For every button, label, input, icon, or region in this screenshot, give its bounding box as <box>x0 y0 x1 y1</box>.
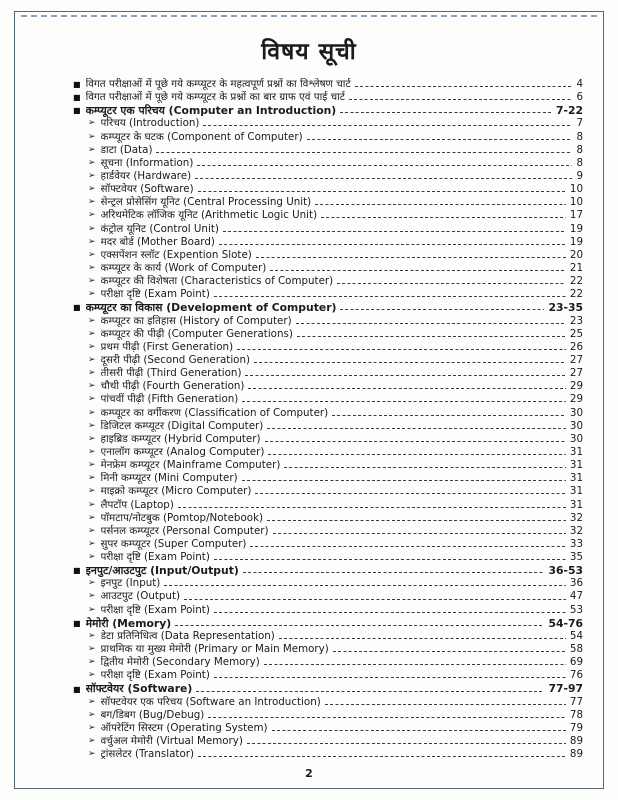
toc-entry-page: 17 <box>569 209 583 222</box>
toc-entry-page: 7 <box>576 117 583 130</box>
toc-entry-page: 31 <box>569 459 583 472</box>
square-bullet-icon: ■ <box>73 106 81 116</box>
dotted-leader <box>321 217 566 218</box>
toc-entry-label: द्वितीय मेमोरी (Secondary Memory) <box>100 656 260 669</box>
toc-row <box>73 131 583 144</box>
arrow-bullet-icon: ➢ <box>88 604 96 615</box>
toc-entry-page: 35 <box>569 551 583 564</box>
toc-entry-page: 29 <box>569 393 583 406</box>
dotted-leader <box>214 559 566 560</box>
arrow-bullet-icon: ➢ <box>88 276 96 287</box>
arrow-bullet-icon: ➢ <box>88 538 96 549</box>
dotted-leader <box>355 86 573 87</box>
toc-row <box>73 696 583 709</box>
toc-row <box>73 315 583 328</box>
toc-entry-label: एनालॉग कम्प्यूटर (Analog Computer) <box>100 445 265 458</box>
arrow-bullet-icon: ➢ <box>88 184 96 195</box>
toc-entry-page: 32 <box>569 524 583 537</box>
toc-row <box>73 551 583 564</box>
toc-entry-label: ट्रांसलेटर (Translator) <box>100 748 195 761</box>
toc-entry-page: 19 <box>569 235 583 248</box>
arrow-bullet-icon: ➢ <box>88 657 96 668</box>
toc-entry-label: मेनफ्रेम कम्प्यूटर (Mainframe Computer) <box>100 459 281 472</box>
dotted-leader <box>237 349 566 350</box>
toc-entry-label: दूसरी पीढ़ी (Second Generation) <box>100 353 251 366</box>
dotted-leader <box>196 691 544 692</box>
arrow-bullet-icon: ➢ <box>88 131 96 142</box>
arrow-bullet-icon: ➢ <box>88 368 96 379</box>
arrow-bullet-icon: ➢ <box>88 144 96 155</box>
toc-entry-label: डिजिटल कम्प्यूटर (Digital Computer) <box>100 419 264 432</box>
toc-entry-label: मेमोरी (Memory) <box>85 616 172 630</box>
toc-entry-label: हाइब्रिड कम्प्यूटर (Hybrid Computer) <box>100 432 261 445</box>
toc-entry-label: विगत परीक्षाओं में पूछे गये कम्प्यूटर के महत्वपूर्ण प्रश्नों का विश्लेषण चार्ट <box>85 78 351 90</box>
toc-row <box>73 328 583 341</box>
arrow-bullet-icon: ➢ <box>88 420 96 431</box>
dotted-leader <box>242 401 566 402</box>
arrow-bullet-icon: ➢ <box>88 407 96 418</box>
toc-entry-label: परीक्षा दृष्टि (Exam Point) <box>100 669 210 682</box>
toc-entry-page: 30 <box>569 406 583 419</box>
toc-row <box>73 722 583 735</box>
toc-entry-label: कम्प्यूटर की विशेषता (Characteristics of Computer) <box>100 275 334 288</box>
toc-row <box>73 735 583 748</box>
arrow-bullet-icon: ➢ <box>88 499 96 510</box>
toc-row <box>73 643 583 656</box>
arrow-bullet-icon: ➢ <box>88 460 96 471</box>
toc-entry-page: 26 <box>569 340 583 353</box>
toc-entry-label: बग/डिबग (Bug/Debug) <box>100 708 205 721</box>
dotted-leader <box>195 178 572 179</box>
dotted-leader <box>243 572 545 573</box>
toc-entry-label: लैपटॉप (Laptop) <box>100 498 174 511</box>
toc-row <box>73 275 583 288</box>
dotted-leader <box>223 231 566 232</box>
toc-entry-label: कम्प्यूटर की पीढ़ी (Computer Generations) <box>100 327 293 340</box>
arrow-bullet-icon: ➢ <box>88 552 96 563</box>
toc-entry-label: कम्प्यूटर एक परिचय (Computer an Introduction) <box>85 104 337 118</box>
toc-row <box>73 104 583 117</box>
toc-entry-page: 69 <box>569 656 583 669</box>
dotted-leader <box>254 362 566 363</box>
toc-entry-label: वर्चुअल मेमोरी (Virtual Memory) <box>100 735 243 748</box>
toc-entry-page: 19 <box>569 222 583 235</box>
toc-row <box>73 420 583 433</box>
toc-row <box>73 236 583 249</box>
dotted-leader <box>256 257 566 258</box>
toc-entry-label: पांचवीं पीढ़ी (Fifth Generation) <box>100 393 239 406</box>
toc-entry-page: 89 <box>569 748 583 761</box>
arrow-bullet-icon: ➢ <box>88 670 96 681</box>
toc-entry-page: 9 <box>576 169 583 182</box>
toc-entry-label: डेटा प्रतिनिधित्व (Data Representation) <box>100 629 275 642</box>
toc-entry-page: 27 <box>569 367 583 380</box>
toc-entry-label: सॉफ्टवेयर (Software) <box>100 183 194 196</box>
toc-entry-page: 31 <box>569 485 583 498</box>
toc-entry-label: कंट्रोल यूनिट (Control Unit) <box>100 222 219 235</box>
square-bullet-icon: ■ <box>73 303 81 313</box>
arrow-bullet-icon: ➢ <box>88 696 96 707</box>
page-title: विषय सूची <box>261 38 357 65</box>
dotted-leader <box>214 612 566 613</box>
toc-row <box>73 301 583 314</box>
toc-entry-label: कम्प्यूटर का इतिहास (History of Computer) <box>100 314 292 327</box>
page-border-frame <box>14 11 604 789</box>
toc-list <box>33 78 585 764</box>
toc-row <box>73 223 583 236</box>
toc-row <box>73 590 583 603</box>
toc-row <box>73 262 583 275</box>
dotted-leader <box>325 704 566 705</box>
toc-row <box>73 630 583 643</box>
toc-entry-label: माइक्रो कम्प्यूटर (Micro Computer) <box>100 485 252 498</box>
arrow-bullet-icon: ➢ <box>88 433 96 444</box>
toc-entry-page: 31 <box>569 472 583 485</box>
toc-row <box>73 341 583 354</box>
toc-entry-page: 10 <box>569 183 583 196</box>
dotted-leader <box>242 480 566 481</box>
toc-row <box>73 91 583 104</box>
dotted-leader <box>219 244 566 245</box>
dotted-leader <box>198 756 566 757</box>
toc-entry-label: सूचना (Information) <box>100 156 194 169</box>
toc-entry-label: तीसरी पीढ़ी (Third Generation) <box>100 367 242 380</box>
dotted-leader <box>307 139 573 140</box>
dotted-leader <box>178 507 566 508</box>
toc-entry-page: 21 <box>569 261 583 274</box>
toc-entry-page: 23-35 <box>548 301 583 315</box>
toc-entry-label: कम्प्यूटर का वर्गीकरण (Classification of Computer) <box>100 406 329 419</box>
arrow-bullet-icon: ➢ <box>88 525 96 536</box>
dotted-leader <box>297 336 566 337</box>
toc-row <box>73 433 583 446</box>
toc-row <box>73 367 583 380</box>
dotted-leader <box>273 533 566 534</box>
toc-entry-page: 25 <box>569 327 583 340</box>
toc-row <box>73 656 583 669</box>
dotted-leader <box>337 283 566 284</box>
toc-row <box>73 525 583 538</box>
toc-entry-label: अरिथमेटिक लॉजिक यूनिट (Arithmetic Logic Unit) <box>100 209 318 222</box>
toc-row <box>73 669 583 682</box>
toc-entry-page: 33 <box>569 537 583 550</box>
toc-row <box>73 196 583 209</box>
toc-row <box>73 499 583 512</box>
toc-entry-page: 54-76 <box>548 616 583 630</box>
toc-entry-page: 27 <box>569 353 583 366</box>
toc-entry-page: 32 <box>569 511 583 524</box>
dotted-leader <box>284 467 566 468</box>
dotted-leader <box>315 204 566 205</box>
arrow-bullet-icon: ➢ <box>88 749 96 760</box>
square-bullet-icon: ■ <box>73 684 81 694</box>
toc-entry-page: 77 <box>569 695 583 708</box>
dotted-leader <box>247 743 566 744</box>
toc-entry-page: 29 <box>569 380 583 393</box>
toc-row <box>73 170 583 183</box>
dotted-leader <box>270 270 566 271</box>
toc-entry-page: 8 <box>576 156 583 169</box>
toc-entry-label: पॉमटाप/नोटबुक (Pomtop/Notebook) <box>100 511 264 524</box>
toc-entry-page: 8 <box>576 130 583 143</box>
arrow-bullet-icon: ➢ <box>88 736 96 747</box>
dotted-leader <box>268 454 566 455</box>
toc-row <box>73 538 583 551</box>
toc-entry-page: 6 <box>576 91 583 104</box>
toc-entry-page: 23 <box>569 314 583 327</box>
toc-entry-label: डाटा (Data) <box>100 143 153 156</box>
toc-entry-label: प्रथम पीढ़ी (First Generation) <box>100 340 234 353</box>
arrow-bullet-icon: ➢ <box>88 630 96 641</box>
toc-entry-label: सॉफ्टवेयर (Software) <box>85 682 193 696</box>
dotted-leader <box>245 375 565 376</box>
toc-entry-label: कम्प्यूटर के घटक (Component of Computer) <box>100 130 303 143</box>
toc-row <box>73 604 583 617</box>
title-row <box>33 34 585 68</box>
footer-page-number: 2 <box>305 767 313 780</box>
arrow-bullet-icon: ➢ <box>88 486 96 497</box>
toc-row <box>73 564 583 577</box>
toc-entry-label: परिचय (Introduction) <box>100 117 200 130</box>
dotted-leader <box>175 625 544 626</box>
toc-row <box>73 577 583 590</box>
toc-entry-page: 58 <box>569 643 583 656</box>
toc-entry-page: 31 <box>569 498 583 511</box>
dotted-leader <box>214 296 566 297</box>
toc-row <box>73 209 583 222</box>
toc-row <box>73 183 583 196</box>
square-bullet-icon: ■ <box>73 618 81 628</box>
toc-entry-page: 36-53 <box>548 564 583 578</box>
toc-entry-page: 89 <box>569 735 583 748</box>
square-bullet-icon: ■ <box>73 566 81 576</box>
dotted-leader <box>250 546 565 547</box>
toc-entry-page: 30 <box>569 419 583 432</box>
toc-row <box>73 288 583 301</box>
toc-entry-page: 30 <box>569 432 583 445</box>
arrow-bullet-icon: ➢ <box>88 394 96 405</box>
arrow-bullet-icon: ➢ <box>88 157 96 168</box>
toc-entry-label: सुपर कम्प्यूटर (Super Computer) <box>100 537 247 550</box>
toc-entry-page: 10 <box>569 196 583 209</box>
toc-entry-label: कम्प्यूटर के कार्य (Work of Computer) <box>100 261 267 274</box>
toc-entry-label: चौथी पीढ़ी (Fourth Generation) <box>100 380 245 393</box>
arrow-bullet-icon: ➢ <box>88 473 96 484</box>
dotted-leader <box>164 585 566 586</box>
arrow-bullet-icon: ➢ <box>88 170 96 181</box>
dotted-leader <box>340 112 552 113</box>
dotted-leader <box>197 165 572 166</box>
dotted-leader <box>267 428 566 429</box>
toc-row <box>73 354 583 367</box>
toc-entry-label: सॉफ्टवेयर एक परिचय (Software an Introduction) <box>100 695 321 708</box>
toc-entry-label: परीक्षा दृष्टि (Exam Point) <box>100 551 210 564</box>
arrow-bullet-icon: ➢ <box>88 223 96 234</box>
toc-row <box>73 709 583 722</box>
arrow-bullet-icon: ➢ <box>88 262 96 273</box>
toc-entry-page: 7-22 <box>555 104 583 118</box>
dotted-leader <box>265 441 566 442</box>
toc-entry-label: एक्सपेंशन स्लॉट (Expention Slote) <box>100 248 252 261</box>
toc-entry-page: 31 <box>569 445 583 458</box>
toc-entry-label: मिनी कम्प्यूटर (Mini Computer) <box>100 472 238 485</box>
arrow-bullet-icon: ➢ <box>88 289 96 300</box>
toc-entry-page: 79 <box>569 721 583 734</box>
dotted-leader <box>184 599 566 600</box>
toc-row <box>73 249 583 262</box>
arrow-bullet-icon: ➢ <box>88 249 96 260</box>
toc-row <box>73 117 583 130</box>
arrow-bullet-icon: ➢ <box>88 118 96 129</box>
toc-row <box>73 512 583 525</box>
toc-entry-label: ऑपरेटिंग सिस्टम (Operating System) <box>100 721 268 734</box>
toc-row <box>73 157 583 170</box>
toc-row <box>73 144 583 157</box>
arrow-bullet-icon: ➢ <box>88 644 96 655</box>
toc-entry-label: सेन्ट्रल प्रोसेसिंग यूनिट (Central Processing Unit) <box>100 196 312 209</box>
toc-entry-label: हार्डवेयर (Hardware) <box>100 169 192 182</box>
dotted-leader <box>349 99 572 100</box>
dotted-leader <box>333 651 566 652</box>
dotted-leader <box>267 520 566 521</box>
arrow-bullet-icon: ➢ <box>88 341 96 352</box>
toc-row <box>73 78 583 91</box>
toc-row <box>73 446 583 459</box>
toc-entry-page: 22 <box>569 288 583 301</box>
toc-entry-page: 76 <box>569 669 583 682</box>
dotted-leader <box>264 664 566 665</box>
arrow-bullet-icon: ➢ <box>88 197 96 208</box>
toc-entry-label: परीक्षा दृष्टि (Exam Point) <box>100 288 210 301</box>
toc-row <box>73 407 583 420</box>
toc-entry-page: 22 <box>569 275 583 288</box>
dotted-leader <box>248 388 565 389</box>
arrow-bullet-icon: ➢ <box>88 591 96 602</box>
toc-entry-page: 8 <box>576 143 583 156</box>
toc-row <box>73 617 583 630</box>
dotted-leader <box>255 493 565 494</box>
arrow-bullet-icon: ➢ <box>88 446 96 457</box>
dotted-leader <box>279 638 566 639</box>
dotted-leader <box>296 323 566 324</box>
dotted-leader <box>340 309 544 310</box>
arrow-bullet-icon: ➢ <box>88 512 96 523</box>
toc-entry-page: 47 <box>569 590 583 603</box>
toc-entry-page: 36 <box>569 577 583 590</box>
toc-entry-page: 53 <box>569 603 583 616</box>
arrow-bullet-icon: ➢ <box>88 578 96 589</box>
toc-entry-label: इनपुट/आउटपुट (Input/Output) <box>85 564 239 578</box>
toc-entry-page: 77-97 <box>548 682 583 696</box>
toc-entry-page: 54 <box>569 629 583 642</box>
toc-row <box>73 459 583 472</box>
toc-row <box>73 682 583 695</box>
toc-entry-label: परीक्षा दृष्टि (Exam Point) <box>100 603 210 616</box>
square-bullet-icon: ■ <box>73 80 81 90</box>
dotted-leader <box>332 415 566 416</box>
arrow-bullet-icon: ➢ <box>88 210 96 221</box>
toc-entry-label: आउटपुट (Output) <box>100 590 181 603</box>
toc-entry-page: 4 <box>576 78 583 90</box>
dotted-leader <box>208 717 566 718</box>
toc-entry-label: विगत परीक्षाओं में पूछे गये कम्प्यूटर के प्रश्नों का बार ग्राफ एवं पाई चार्ट <box>85 91 345 104</box>
dotted-leader <box>214 677 566 678</box>
arrow-bullet-icon: ➢ <box>88 722 96 733</box>
arrow-bullet-icon: ➢ <box>88 328 96 339</box>
toc-entry-label: पर्सनल कम्प्यूटर (Personal Computer) <box>100 524 269 537</box>
arrow-bullet-icon: ➢ <box>88 236 96 247</box>
toc-row <box>73 393 583 406</box>
arrow-bullet-icon: ➢ <box>88 354 96 365</box>
arrow-bullet-icon: ➢ <box>88 709 96 720</box>
arrow-bullet-icon: ➢ <box>88 381 96 392</box>
toc-row <box>73 748 583 761</box>
dotted-leader <box>272 730 566 731</box>
toc-entry-page: 20 <box>569 248 583 261</box>
dotted-leader <box>198 191 566 192</box>
toc-entry-label: मदर बोर्ड (Mother Board) <box>100 235 215 248</box>
arrow-bullet-icon: ➢ <box>88 315 96 326</box>
toc-row <box>73 485 583 498</box>
toc-entry-label: कम्प्यूटर का विकास (Development of Computer) <box>85 301 337 315</box>
toc-entry-label: प्राथमिक या मुख्य मेमोरी (Primary or Main Memory) <box>100 643 329 656</box>
toc-row <box>73 380 583 393</box>
toc-row <box>73 472 583 485</box>
dotted-leader <box>156 152 572 153</box>
square-bullet-icon: ■ <box>73 93 81 103</box>
toc-entry-label: इनपुट (Input) <box>100 577 161 590</box>
toc-entry-page: 78 <box>569 708 583 721</box>
dotted-leader <box>203 125 572 126</box>
